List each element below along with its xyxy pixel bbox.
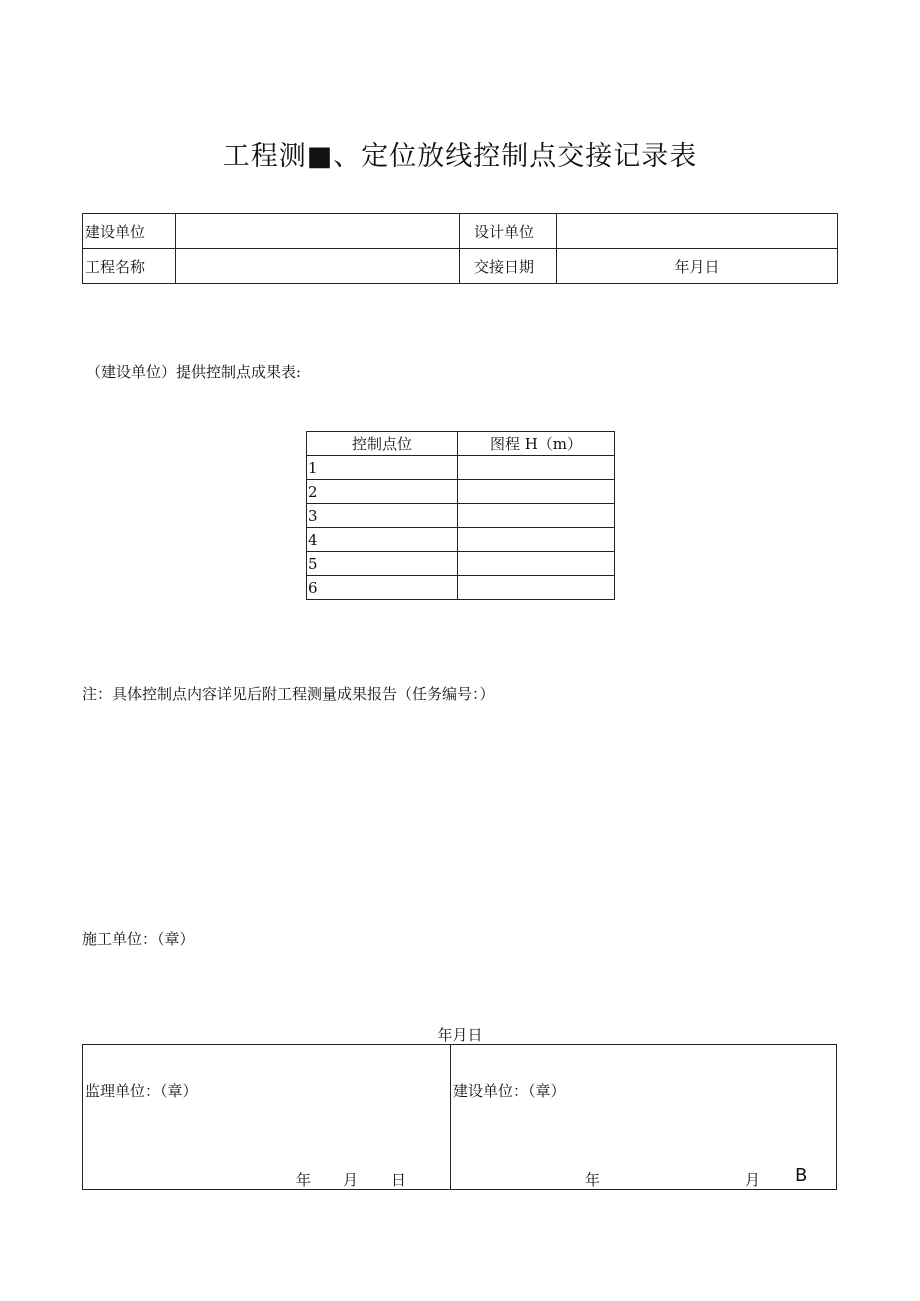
table-row: [83, 214, 838, 249]
point-cell: 4: [307, 528, 458, 552]
supervisor-year: 年: [296, 1171, 312, 1189]
point-cell: 1: [307, 456, 458, 480]
project-name-field[interactable]: [176, 249, 460, 284]
table-row: [307, 552, 615, 576]
page-title: 工程测■、定位放线控制点交接记录表: [222, 141, 698, 172]
table-header-row: [307, 432, 615, 456]
height-cell[interactable]: [458, 576, 615, 600]
control-point-table: [306, 431, 615, 600]
height-cell[interactable]: [458, 480, 615, 504]
height-cell[interactable]: [458, 504, 615, 528]
designer-label: 设计单位: [460, 214, 557, 249]
point-cell: 6: [307, 576, 458, 600]
supervisor-month: 月: [343, 1171, 359, 1189]
point-cell: 2: [307, 480, 458, 504]
height-cell[interactable]: [458, 528, 615, 552]
project-name-label: 工程名称: [83, 249, 176, 284]
provide-statement: （建设单位）提供控制点成果表:: [86, 363, 302, 381]
supervisor-day: 日: [391, 1171, 407, 1189]
handover-date-label: 交接日期: [460, 249, 557, 284]
height-cell[interactable]: [458, 552, 615, 576]
owner-year: 年: [585, 1171, 601, 1189]
owner-month: 月: [745, 1171, 761, 1189]
owner-label: 建设单位: [83, 214, 176, 249]
construction-unit-label: 施工单位：（章）: [82, 930, 195, 948]
owner-day: B: [795, 1165, 808, 1186]
table-row: [83, 249, 838, 284]
owner-sign-label: 建设单位：（章）: [453, 1082, 566, 1100]
signature-box: [82, 1044, 837, 1190]
height-cell[interactable]: [458, 456, 615, 480]
supervisor-label: 监理单位：（章）: [85, 1082, 198, 1100]
note-text: 注：具体控制点内容详见后附工程测量成果报告（任务编号：）: [82, 685, 495, 703]
owner-field[interactable]: [176, 214, 460, 249]
handover-date-field[interactable]: 年月日: [557, 249, 838, 284]
table-row: [307, 504, 615, 528]
table-row: [307, 576, 615, 600]
table-row: [307, 528, 615, 552]
point-cell: 3: [307, 504, 458, 528]
column-header-height: 图程 H（m）: [458, 432, 615, 456]
point-cell: 5: [307, 552, 458, 576]
signature-divider: [450, 1045, 451, 1189]
column-header-point: 控制点位: [307, 432, 458, 456]
table-row: [307, 456, 615, 480]
designer-field[interactable]: [557, 214, 838, 249]
project-info-table: [82, 213, 838, 284]
table-row: [307, 480, 615, 504]
construction-date: 年月日: [437, 1026, 483, 1044]
